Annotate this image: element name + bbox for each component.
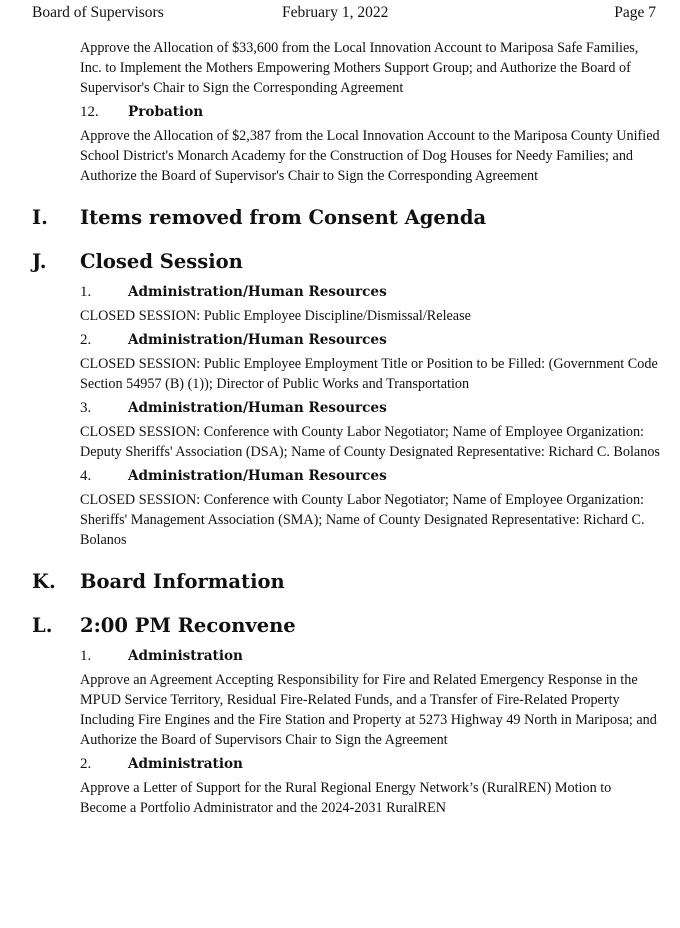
item-number: 2. <box>80 756 92 772</box>
agenda-content <box>0 38 680 818</box>
section-letter: J. <box>32 250 47 273</box>
closed-session-item-1-description: CLOSED SESSION: Public Employee Discipline/Dismissal/Release <box>80 308 471 324</box>
section-j-heading <box>32 248 680 276</box>
closed-session-item-1-heading <box>80 282 680 302</box>
section-l-heading <box>32 612 680 640</box>
section-letter: K. <box>32 570 56 593</box>
section-title: Board Information <box>80 570 285 593</box>
section-letter: L. <box>32 614 53 637</box>
item-number: 4. <box>80 468 92 484</box>
page-header <box>32 4 656 24</box>
section-title: Items removed from Consent Agenda <box>80 206 487 229</box>
item-number: 12. <box>80 104 99 120</box>
section-title: Closed Session <box>80 250 243 273</box>
item-12-heading <box>80 102 680 122</box>
item-11-description: Approve the Allocation of $33,600 from the Local Innovation Account to Mariposa Safe Families, Inc. to Implement the Mothers Empowering Mothers Support Group; and Authorize the Board of Supervisor's Chair to Sign the Corresponding Agreement <box>80 40 639 96</box>
section-title: 2:00 PM Reconvene <box>80 614 296 637</box>
closed-session-item-3-heading <box>80 398 680 418</box>
item-department: Administration <box>128 756 243 772</box>
closed-session-item-3-description: CLOSED SESSION: Conference with County Labor Negotiator; Name of Employee Organization: Deputy Sheriffs' Association (DSA); Name of County Designated Representative: Richard C. Bolanos <box>80 424 660 460</box>
item-12-description: Approve the Allocation of $2,387 from the Local Innovation Account to the Mariposa County Unified School District's Monarch Academy for the Construction of Dog Houses for Needy Families; and Authorize the Board of Supervisor's Chair to Sign the Corresponding Agreement <box>80 128 660 184</box>
header-page-number: Page 7 <box>614 4 656 21</box>
item-number: 1. <box>80 284 92 300</box>
section-i-heading <box>32 204 680 232</box>
reconvene-item-1-description: Approve an Agreement Accepting Responsibility for Fire and Related Emergency Response in the MPUD Service Territory, Residual Fire-Related Funds, and a Transfer of Fire-Related Property Including Fire Engines and the Fire Station and Property at 5273 Highway 49 North in Mariposa; and Authorize the Board of Supervisors Chair to Sign the Agreement <box>80 672 657 748</box>
item-department: Administration/Human Resources <box>128 332 387 348</box>
closed-session-item-2-heading <box>80 330 680 350</box>
closed-session-item-4-heading <box>80 466 680 486</box>
reconvene-item-2-description: Approve a Letter of Support for the Rural Regional Energy Network’s (RuralREN) Motion to Become a Portfolio Administrator and the 2024-2031 RuralREN <box>80 780 612 816</box>
header-date: February 1, 2022 <box>282 4 389 21</box>
item-department: Administration/Human Resources <box>128 284 387 300</box>
item-department: Probation <box>128 104 204 120</box>
header-board-name: Board of Supervisors <box>32 4 164 21</box>
reconvene-item-1-heading <box>80 646 680 666</box>
item-department: Administration/Human Resources <box>128 400 387 416</box>
section-k-heading <box>32 568 680 596</box>
closed-session-item-2-description: CLOSED SESSION: Public Employee Employment Title or Position to be Filled: (Government Code Section 54957 (B) (1)); Director of Public Works and Transportation <box>80 356 658 392</box>
item-number: 3. <box>80 400 92 416</box>
section-letter: I. <box>32 206 48 229</box>
item-department: Administration <box>128 648 243 664</box>
item-number: 2. <box>80 332 92 348</box>
closed-session-item-4-description: CLOSED SESSION: Conference with County Labor Negotiator; Name of Employee Organization: Sheriffs' Management Association (SMA); Name of County Designated Representative: Richard C. Bolanos <box>80 492 645 548</box>
reconvene-item-2-heading <box>80 754 680 774</box>
item-department: Administration/Human Resources <box>128 468 387 484</box>
item-number: 1. <box>80 648 92 664</box>
